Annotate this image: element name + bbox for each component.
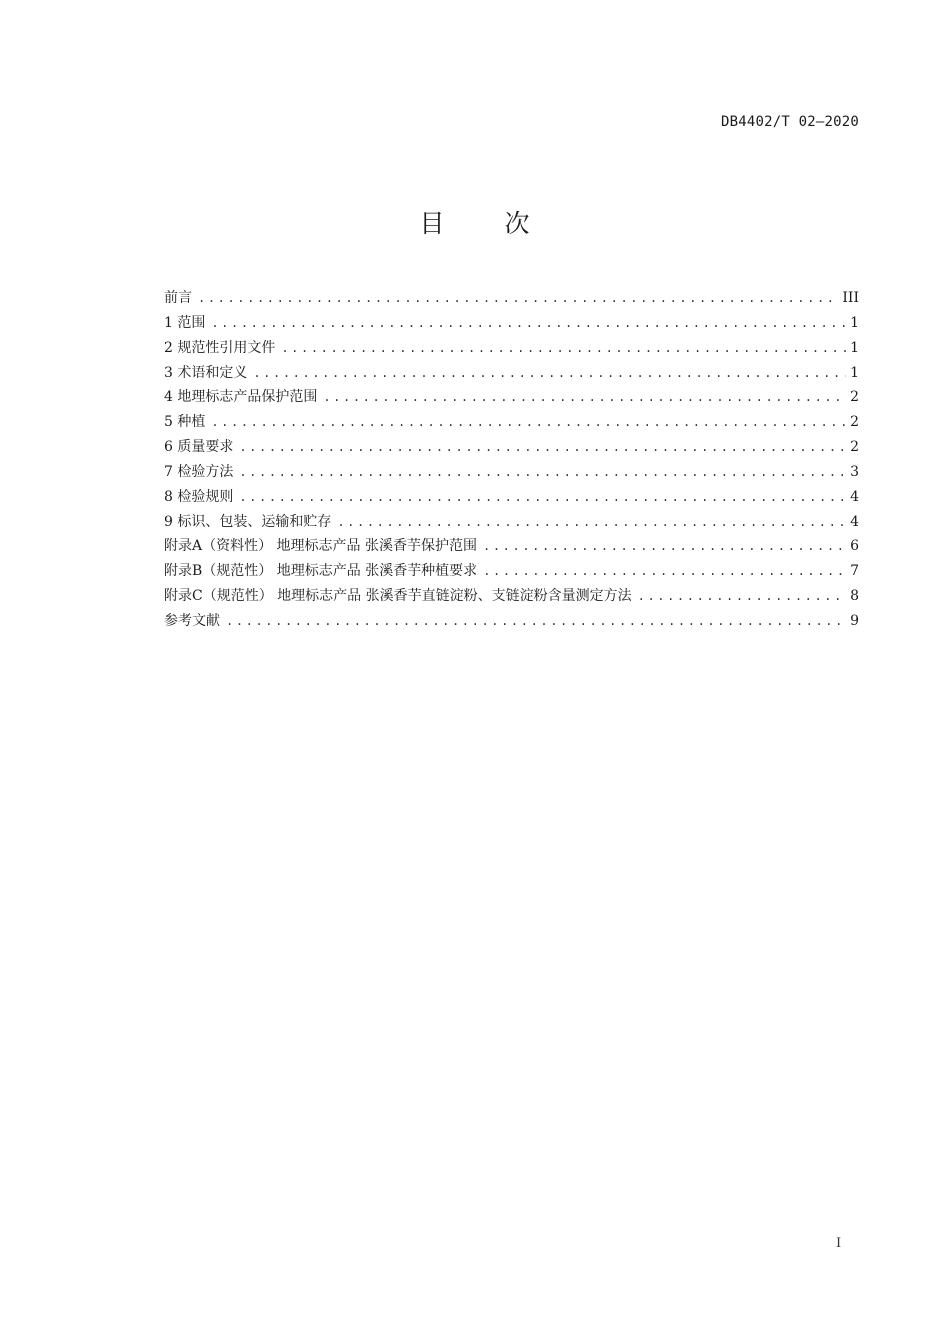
toc-dot-leader: [638, 584, 846, 609]
toc-entry-page: 1: [850, 314, 859, 331]
toc-entry-label: 2 规范性引用文件: [164, 339, 276, 356]
toc-entry-bibliography[interactable]: [164, 609, 859, 634]
toc-entry-page: 4: [850, 488, 859, 505]
toc-dot-leader: [239, 485, 846, 510]
toc-dot-leader: [211, 410, 846, 435]
toc-entry-page: III: [842, 290, 859, 306]
toc-entry-page: 9: [850, 612, 859, 629]
toc-entry-label: 4 地理标志产品保护范围: [164, 389, 318, 406]
toc-entry-label: 附录C（规范性） 地理标志产品 张溪香芋直链淀粉、支链淀粉含量测定方法: [164, 588, 632, 605]
toc-entry-appendix-a[interactable]: [164, 534, 859, 559]
toc-entry-foreword[interactable]: [164, 286, 859, 311]
toc-entry-label: 1 范围: [164, 314, 206, 331]
toc-dot-leader: [337, 510, 846, 535]
toc-entry-page: 2: [850, 389, 859, 406]
toc-entry-label: 6 质量要求: [164, 439, 234, 456]
toc-entry-protection-scope[interactable]: [164, 385, 859, 410]
toc-entry-marking-packaging[interactable]: [164, 510, 859, 535]
toc-entry-label: 9 标识、包装、运输和贮存: [164, 513, 332, 530]
toc-dot-leader: [253, 361, 846, 386]
toc-entry-label: 附录B（规范性） 地理标志产品 张溪香芋种植要求: [164, 563, 478, 580]
toc-entry-page: 1: [850, 339, 859, 356]
toc-entry-label: 7 检验方法: [164, 463, 234, 480]
table-of-contents: [164, 286, 859, 634]
page-title: 目 次: [419, 209, 556, 238]
toc-entry-inspection-rules[interactable]: [164, 485, 859, 510]
toc-entry-appendix-b[interactable]: [164, 559, 859, 584]
toc-dot-leader: [198, 286, 838, 311]
toc-entry-page: 2: [850, 439, 859, 456]
toc-dot-leader: [323, 385, 846, 410]
toc-dot-leader: [281, 336, 846, 361]
toc-entry-appendix-c[interactable]: [164, 584, 859, 609]
toc-entry-page: 1: [850, 364, 859, 381]
toc-dot-leader: [483, 559, 846, 584]
toc-entry-terms-definitions[interactable]: [164, 361, 859, 386]
toc-entry-label: 参考文献: [164, 612, 220, 629]
toc-entry-page: 6: [850, 538, 859, 555]
toc-dot-leader: [211, 311, 846, 336]
toc-entry-label: 前言: [164, 290, 192, 306]
toc-dot-leader: [239, 460, 846, 485]
toc-entry-label: 5 种植: [164, 414, 206, 431]
toc-entry-quality-requirements[interactable]: [164, 435, 859, 460]
toc-entry-planting[interactable]: [164, 410, 859, 435]
toc-dot-leader: [226, 609, 846, 634]
toc-entry-page: 3: [850, 463, 859, 480]
toc-entry-scope[interactable]: [164, 311, 859, 336]
toc-dot-leader: [483, 534, 846, 559]
toc-entry-page: 4: [850, 513, 859, 530]
toc-entry-page: 8: [850, 588, 859, 605]
toc-entry-label: 3 术语和定义: [164, 364, 248, 381]
toc-entry-page: 2: [850, 414, 859, 431]
toc-entry-label: 8 检验规则: [164, 488, 234, 505]
document-code: DB4402/T 02—2020: [720, 114, 859, 130]
toc-entry-normative-references[interactable]: [164, 336, 859, 361]
toc-entry-test-methods[interactable]: [164, 460, 859, 485]
toc-entry-page: 7: [850, 563, 859, 580]
toc-entry-label: 附录A（资料性） 地理标志产品 张溪香芋保护范围: [164, 538, 478, 555]
page-number: I: [836, 1236, 842, 1251]
toc-dot-leader: [239, 435, 846, 460]
